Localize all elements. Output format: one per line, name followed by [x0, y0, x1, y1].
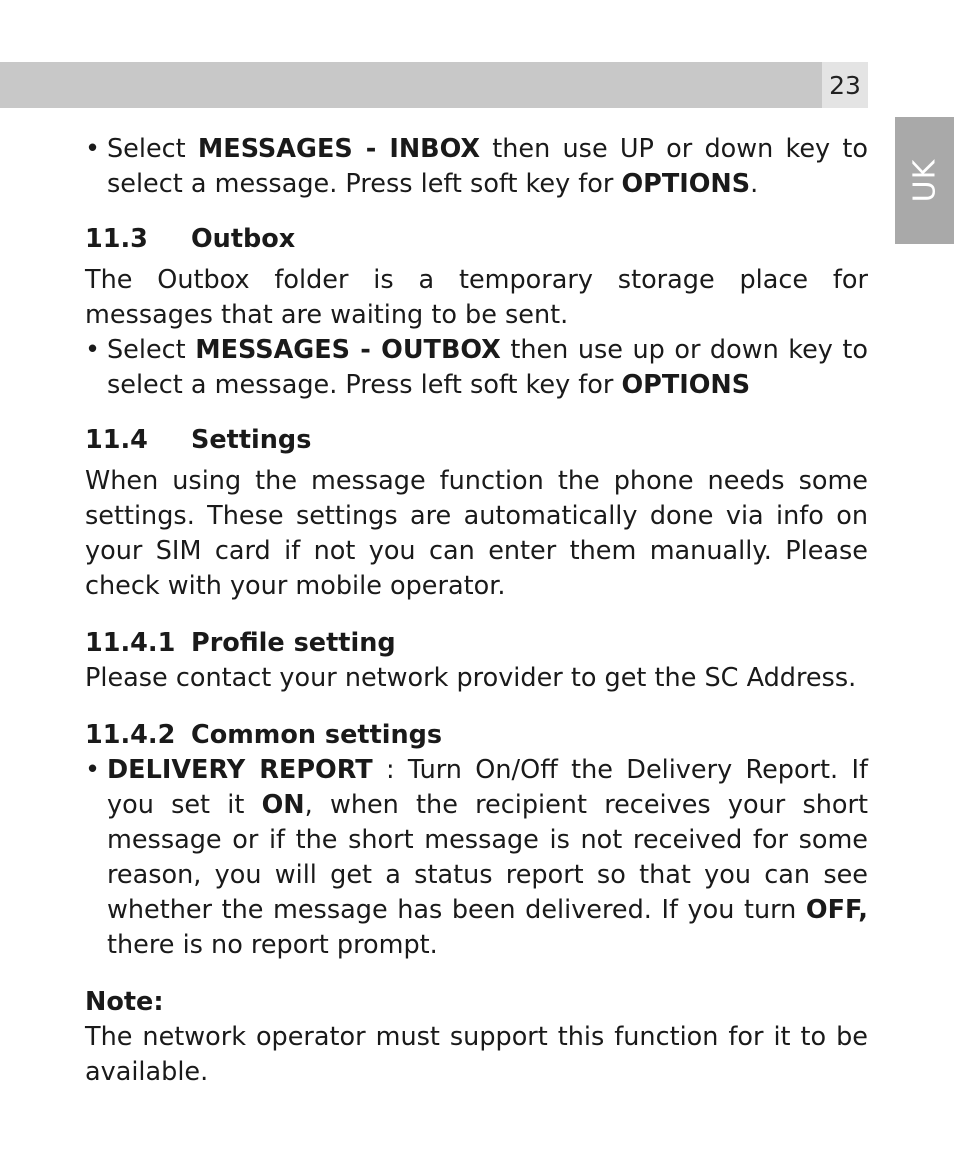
outbox-paragraph: The Outbox folder is a temporary storage place for messages that are waiting to be sent. — [85, 265, 868, 330]
language-tab-label: UK — [906, 158, 942, 203]
language-tab — [895, 117, 954, 244]
note-heading: Note: — [85, 987, 164, 1017]
page-number: 23 — [822, 62, 868, 108]
note-paragraph: The network operator must support this function for it to be available. — [85, 1022, 868, 1087]
delivery-report-bullet: • DELIVERY REPORT : Turn On/Off the Delivery Report. If you set it ON, when the recipient receives your short message or if the short message is not received for some reason, you will get a status report so that you can see whether the message has been delivered. If you turn OFF, there is no report prompt. — [85, 753, 868, 963]
settings-paragraph: When using the message function the phone needs some settings. These settings are automatically done via info on your SIM card if not you can enter them manually. Please check with your mobile operator. — [85, 466, 868, 601]
profile-heading: 11.4.1 Profile setting — [85, 628, 396, 658]
common-heading: 11.4.2 Common settings — [85, 720, 443, 750]
inbox-bullet: • Select MESSAGES - INBOX then use UP or down key to select a message. Press left soft key for OPTIONS. — [85, 132, 868, 202]
profile-paragraph: Please contact your network provider to get the SC Address. — [85, 663, 857, 693]
outbox-bullet: • Select MESSAGES - OUTBOX then use up or down key to select a message. Press left soft key for OPTIONS — [85, 333, 868, 403]
settings-heading: 11.4 Settings — [85, 425, 312, 455]
header-bar — [0, 62, 822, 108]
outbox-heading: 11.3 Outbox — [85, 224, 296, 254]
page-content — [85, 132, 868, 1090]
